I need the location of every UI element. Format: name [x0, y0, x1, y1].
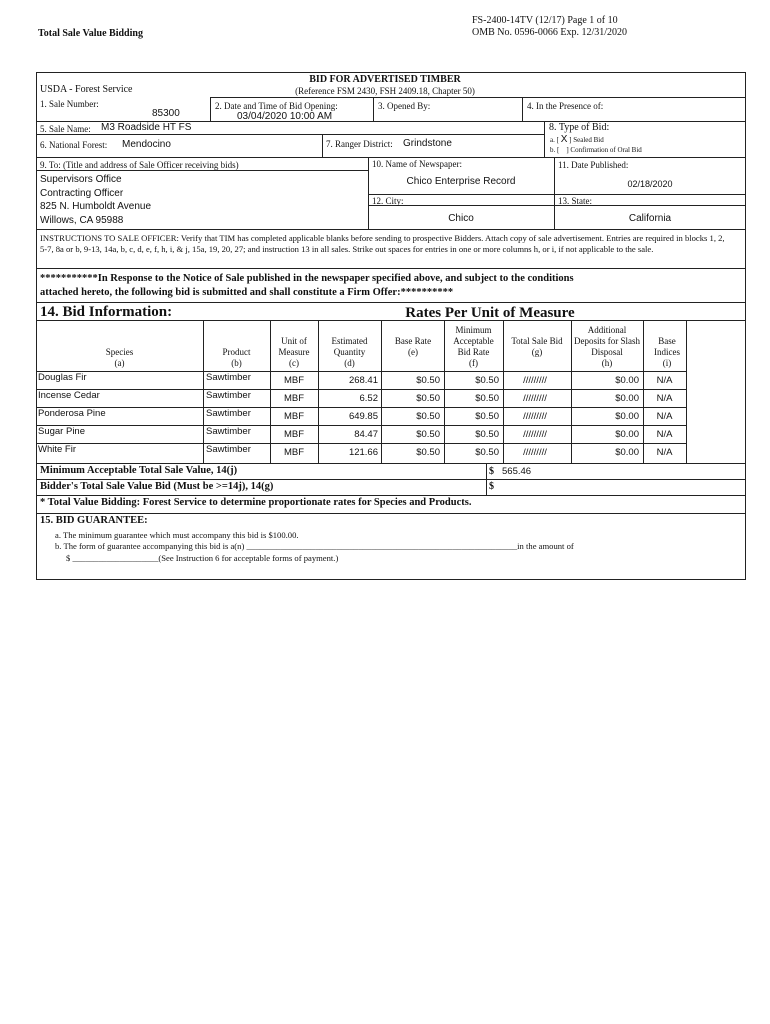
bid-reference: (Reference FSM 2430, FSH 2409.18, Chapter 50) [295, 86, 475, 96]
date-published-label: 11. Date Published: [558, 160, 629, 170]
to-label: 9. To: (Title and address of Sale Officer receiving bids) [40, 160, 239, 170]
omb-number: OMB No. 0596-0066 Exp. 12/31/2020 [472, 27, 627, 38]
sealed-bid-option[interactable]: a. [ X ] Sealed Bid [550, 134, 604, 145]
presence-label: 4. In the Presence of: [527, 101, 604, 111]
firm-offer-line2: attached hereto, the following bid is submitted and shall constitute a Firm Offer:********** [40, 287, 454, 298]
cell-base: $0.50 [416, 375, 440, 386]
min-total-value: 565.46 [502, 466, 532, 477]
city-label: 12. City: [372, 196, 404, 206]
address-line: Contracting Officer [40, 187, 124, 199]
cell-qty: 6.52 [359, 393, 378, 404]
cell-qty: 121.66 [348, 447, 378, 458]
col-product: Product (b) [222, 347, 251, 368]
cell-deposit: $0.00 [615, 447, 639, 458]
cell-base: $0.50 [416, 429, 440, 440]
form-title: Total Sale Value Bidding [38, 28, 143, 39]
bidder-total-dollar: $ [489, 481, 494, 492]
ranger-label: 7. Ranger District: [326, 139, 393, 149]
rates-title: Rates Per Unit of Measure [405, 305, 575, 321]
cell-unit: MBF [283, 411, 305, 422]
cell-total: ///////// [523, 411, 547, 422]
guarantee-title: 15. BID GUARANTEE: [40, 515, 148, 526]
form-id: FS-2400-14TV (12/17) Page 1 of 10 [472, 15, 618, 26]
sealed-bid-mark: X [560, 134, 568, 145]
col-quantity: Estimated Quantity (d) [331, 336, 368, 368]
cell-product: Sawtimber [206, 372, 251, 383]
cell-total: ///////// [523, 429, 547, 440]
cell-indices: N/A [656, 375, 673, 386]
bid-info-title: 14. Bid Information: [40, 304, 173, 320]
cell-product: Sawtimber [206, 444, 251, 455]
newspaper-name: Chico Enterprise Record [406, 176, 516, 187]
sale-officer-address [40, 173, 151, 227]
ranger-district: Grindstone [403, 138, 452, 149]
cell-species: White Fir [38, 444, 76, 455]
col-additional-deposits: Additional Deposits for Slash Disposal (h) [574, 325, 640, 368]
cell-species: Incense Cedar [38, 390, 100, 401]
cell-indices: N/A [656, 411, 673, 422]
oral-bid-option[interactable]: b. [ ] Confirmation of Oral Bid [550, 146, 642, 154]
bid-title: BID FOR ADVERTISED TIMBER [309, 74, 461, 85]
newspaper-label: 10. Name of Newspaper: [372, 159, 462, 169]
cell-total: ///////// [523, 375, 547, 386]
cell-total: ///////// [523, 447, 547, 458]
bid-opening-label: 2. Date and Time of Bid Opening: [215, 101, 338, 111]
bidder-total-label: Bidder's Total Sale Value Bid (Must be >=14j), 14(g) [40, 481, 274, 492]
guarantee-line-a: a. The minimum guarantee which must accompany this bid is $100.00. [55, 530, 299, 540]
state: California [628, 213, 672, 224]
cell-unit: MBF [283, 375, 305, 386]
forest-label: 6. National Forest: [40, 140, 108, 150]
min-total-dollar: $ [489, 466, 494, 477]
col-base-indices: Base Indices (i) [654, 336, 680, 368]
col-min-bid-rate: Minimum Acceptable Bid Rate (f) [453, 325, 494, 368]
sale-number: 85300 [152, 108, 180, 119]
sale-name-label: 5. Sale Name: [40, 124, 91, 134]
cell-deposit: $0.00 [615, 411, 639, 422]
firm-offer-line1: ***********In Response to the Notice of Sale published in the newspaper specified above, and subject to the conditions [40, 273, 574, 284]
sale-number-label: 1. Sale Number: [40, 99, 99, 109]
cell-product: Sawtimber [206, 426, 251, 437]
col-total-sale-bid: Total Sale Bid (g) [511, 336, 563, 357]
col-unit: Unit of Measure (c) [278, 336, 310, 368]
cell-base: $0.50 [416, 393, 440, 404]
cell-qty: 268.41 [348, 375, 378, 386]
state-label: 13. State: [558, 196, 592, 206]
cell-unit: MBF [283, 447, 305, 458]
cell-product: Sawtimber [206, 390, 251, 401]
guarantee-line-b[interactable]: b. The form of guarantee accompanying this bid is a(n) _______________________________________________________________in the amount of [55, 541, 574, 551]
cell-base: $0.50 [416, 411, 440, 422]
cell-species: Sugar Pine [38, 426, 86, 437]
address-line: Supervisors Office [40, 174, 122, 185]
cell-indices: N/A [656, 393, 673, 404]
date-published: 02/18/2020 [627, 179, 673, 189]
cell-deposit: $0.00 [615, 393, 639, 404]
cell-min: $0.50 [475, 411, 499, 422]
cell-indices: N/A [656, 429, 673, 440]
cell-min: $0.50 [475, 447, 499, 458]
cell-min: $0.50 [475, 393, 499, 404]
cell-deposit: $0.00 [615, 375, 639, 386]
cell-indices: N/A [656, 447, 673, 458]
national-forest: Mendocino [122, 139, 171, 150]
cell-min: $0.50 [475, 375, 499, 386]
instructions: INSTRUCTIONS TO SALE OFFICER: Verify that TIM has completed applicable blanks before sending to prospective Bidders. Attach copy of sale advertisement. Entries are required in blocks 1, 2, 5-7, 8a or b, 9-13, 14a, b, c, d, e, f, h, i, & j, 15a, 19, 20, 27; and instruction 13 in all sales. Strike out spaces for entries in one or more columns h, or i, if not applicable to the sale. [40, 233, 725, 254]
cell-base: $0.50 [416, 447, 440, 458]
address-line: Willows, CA 95988 [40, 214, 124, 226]
cell-qty: 649.85 [348, 411, 378, 422]
bidder-total-input[interactable] [500, 480, 744, 494]
cell-species: Ponderosa Pine [38, 408, 106, 419]
cell-unit: MBF [283, 393, 305, 404]
min-total-label: Minimum Acceptable Total Sale Value, 14(j) [40, 465, 238, 476]
sale-name: M3 Roadside HT FS [101, 122, 192, 133]
cell-deposit: $0.00 [615, 429, 639, 440]
address-line: 825 N. Humboldt Avenue [40, 201, 152, 212]
col-species: Species (a) [105, 347, 134, 368]
cell-product: Sawtimber [206, 408, 251, 419]
opened-by-label: 3. Opened By: [378, 101, 431, 111]
city: Chico [448, 213, 474, 224]
cell-species: Douglas Fir [38, 372, 87, 383]
cell-qty: 84.47 [354, 429, 378, 440]
total-value-note: * Total Value Bidding: Forest Service to determine proportionate rates for Species and Products. [40, 497, 472, 508]
agency-name: USDA - Forest Service [40, 84, 133, 95]
type-of-bid-label: 8. Type of Bid: [549, 122, 610, 133]
bid-opening-value: 03/04/2020 10:00 AM [237, 111, 333, 122]
guarantee-line-c[interactable]: $ ____________________(See Instruction 6 for acceptable forms of payment.) [66, 553, 339, 563]
col-base-rate: Base Rate (e) [394, 336, 432, 357]
cell-total: ///////// [523, 393, 547, 404]
cell-unit: MBF [283, 429, 305, 440]
cell-min: $0.50 [475, 429, 499, 440]
